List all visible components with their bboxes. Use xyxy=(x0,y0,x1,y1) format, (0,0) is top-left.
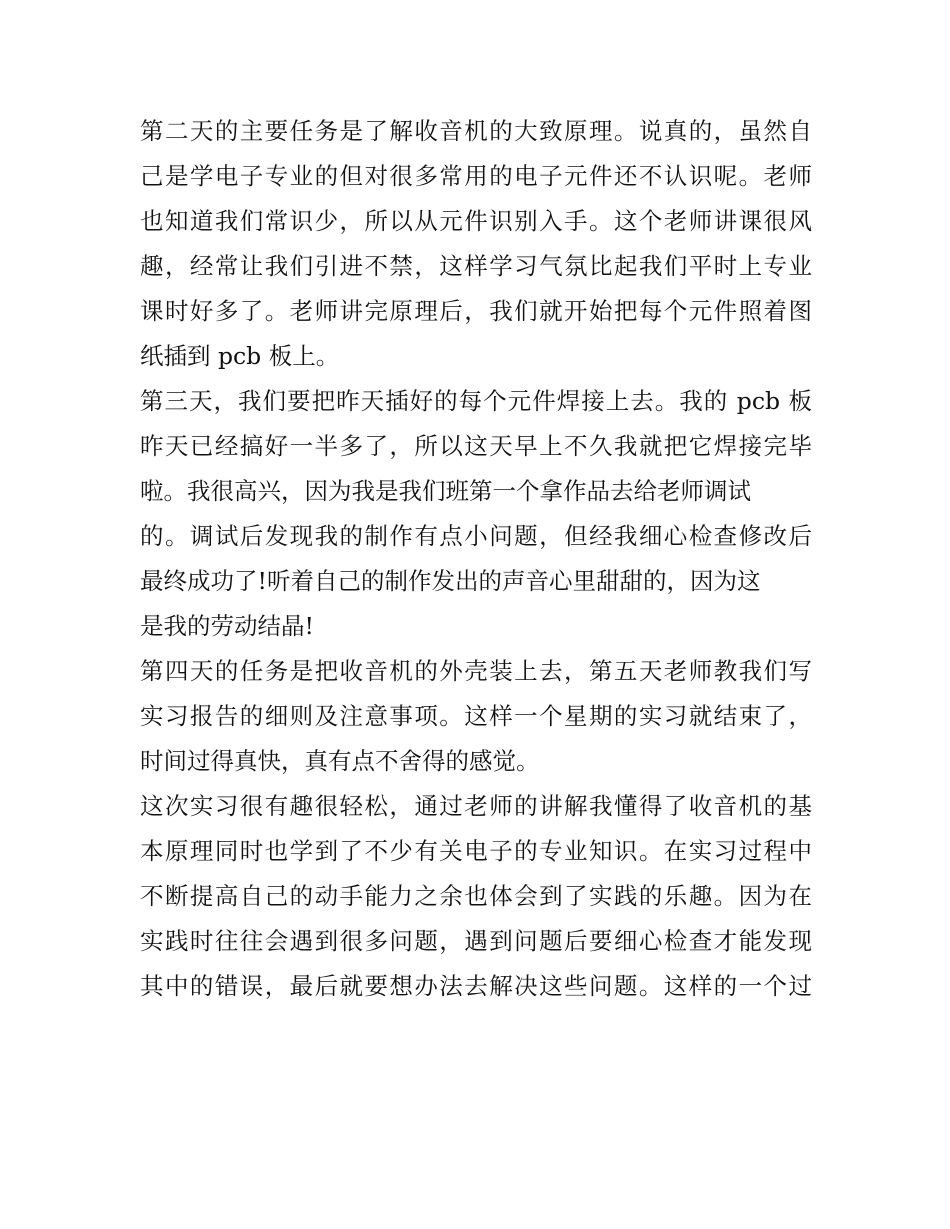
text-line: 第四天的任务是把收音机的外壳装上去，第五天老师教我们写 xyxy=(140,657,812,685)
paragraph-day-three xyxy=(140,379,812,649)
text-line: 是我的劳动结晶! xyxy=(140,612,314,640)
text-line: 的。调试后发现我的制作有点小问题，但经我细心检查修改后 xyxy=(140,522,812,550)
text-line: 最终成功了!听着自己的制作发出的声音心里甜甜的，因为这 xyxy=(140,567,761,595)
text-line: 其中的错误，最后就要想办法去解决这些问题。这样的一个过 xyxy=(140,972,812,1000)
text-line: 时间过得真快，真有点不舍得的感觉。 xyxy=(140,747,540,775)
text-line: 课时好多了。老师讲完原理后，我们就开始把每个元件照着图 xyxy=(140,297,812,325)
text-line: 第三天，我们要把昨天插好的每个元件焊接上去。我的 pcb 板 xyxy=(140,387,812,415)
text-line: 己是学电子专业的但对很多常用的电子元件还不认识呢。老师 xyxy=(140,162,812,190)
text-line: 不断提高自己的动手能力之余也体会到了实践的乐趣。因为在 xyxy=(140,882,812,910)
paragraph-day-two xyxy=(140,109,812,379)
document-body xyxy=(140,109,812,1009)
text-line: 这次实习很有趣很轻松，通过老师的讲解我懂得了收音机的基 xyxy=(140,792,812,820)
text-line: 趣，经常让我们引进不禁，这样学习气氛比起我们平时上专业 xyxy=(140,252,812,280)
text-line: 昨天已经搞好一半多了，所以这天早上不久我就把它焊接完毕 xyxy=(140,432,812,460)
text-line: 实习报告的细则及注意事项。这样一个星期的实习就结束了， xyxy=(140,702,812,730)
text-line: 纸插到 pcb 板上。 xyxy=(140,342,340,370)
paragraph-days-four-five xyxy=(140,649,812,784)
text-line: 第二天的主要任务是了解收音机的大致原理。说真的，虽然自 xyxy=(140,117,812,145)
text-line: 啦。我很高兴，因为我是我们班第一个拿作品去给老师调试 xyxy=(140,477,751,505)
text-line: 也知道我们常识少，所以从元件识别入手。这个老师讲课很风 xyxy=(140,207,812,235)
text-line: 本原理同时也学到了不少有关电子的专业知识。在实习过程中 xyxy=(140,837,812,865)
paragraph-summary xyxy=(140,784,812,1009)
text-line: 实践时往往会遇到很多问题，遇到问题后要细心检查才能发现 xyxy=(140,927,812,955)
